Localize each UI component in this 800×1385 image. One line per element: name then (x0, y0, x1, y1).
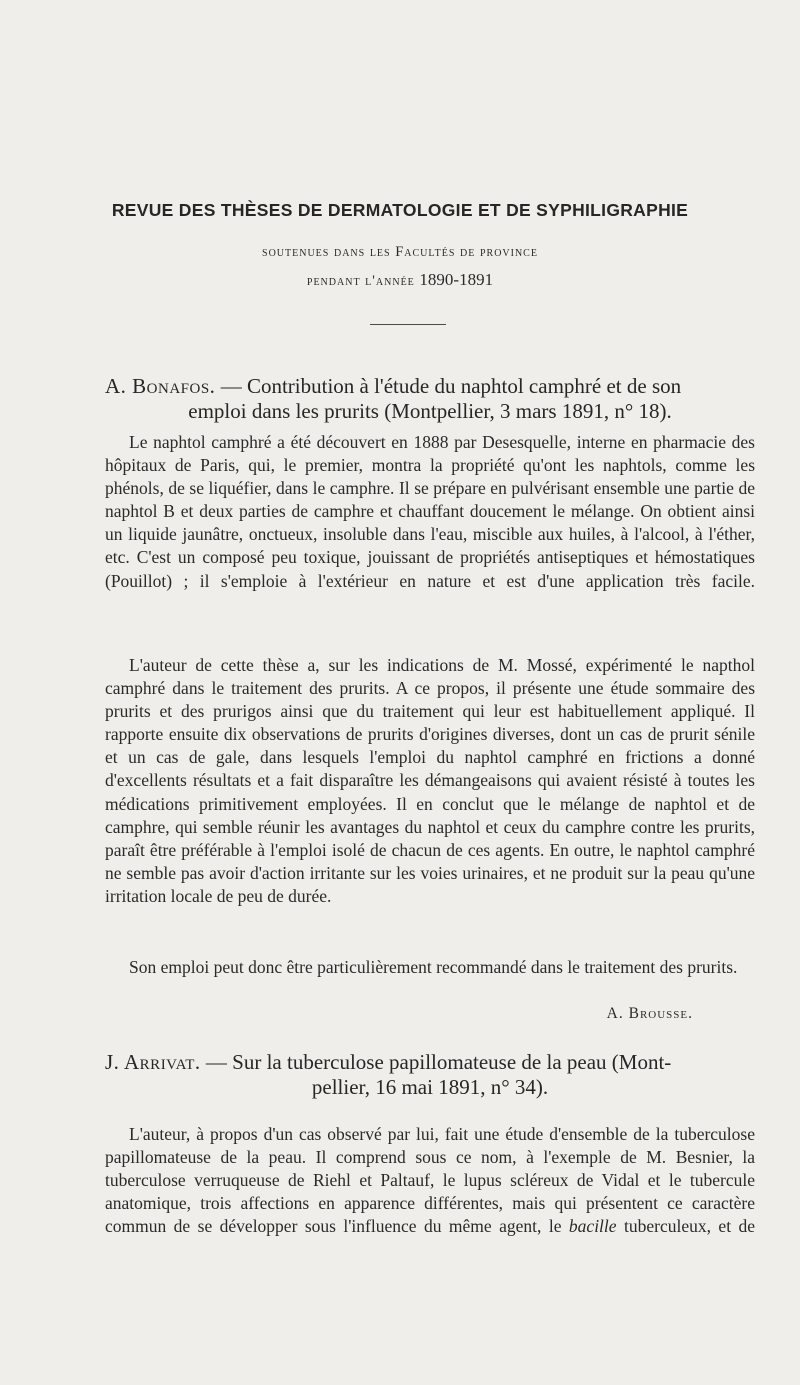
entry-1-paragraph-2 (105, 654, 755, 908)
page-title: REVUE DES THÈSES DE DERMATOLOGIE ET DE SYPHILIGRAPHIE (111, 200, 689, 220)
subtitle-year: 1890-1891 (419, 270, 494, 289)
entry-1-paragraph-2-text: L'auteur de cette thèse a, sur les indications de M. Mossé, expérimenté le napthol camphré dans le traitement des prurits. A ce propos, il présente une étude sommaire des prurits et des prurigos ainsi que du traitement qui leur est habituellement appliqué. Il rapporte ensuite dix observations de prurits d'origines diverses, dont un cas de prurit sénile et un cas de gale, dans lesquels l'emploi du naphtol camphré en frictions a donné d'excellents résultats et a fait disparaître les démangeaisons qui avaient résisté à toutes les médications primitivement employées. Il en conclut que le mélange de naphtol et de camphre, qui semble réunir les avantages du naphtol et ceux du camphre contre les prurits, paraît être préférable à l'emploi isolé de chacun de ces agents. En outre, le naphtol camphré ne semble pas avoir d'action irritante sur les voies urinaires, et ne produit sur la peau qu'une irritation locale de peu de durée. (105, 655, 755, 906)
entry-2-paragraph-1 (105, 1123, 755, 1238)
entry-2-paragraph-1-text: L'auteur, à propos d'un cas observé par lui, fait une étude d'ensemble de la tuberculose papillomateuse de la peau. Il comprend sous ce nom, à l'exemple de M. Besnier, la tuberculose verruqueuse de Riehl et Paltauf, le lupus scléreux de Vidal et le tubercule anatomique, trois affections en apparence différentes, mais qui présentent ce caractère commun de se développer sous l'influence du même agent, le (105, 1124, 755, 1237)
entry-2-title-line-1: — Sur la tuberculose papillomateuse de la peau (Mont- (205, 1050, 672, 1074)
entry-1-paragraph-3-text: Son emploi peut donc être particulièrement recommandé dans le traitement des prurits. (129, 957, 738, 977)
entry-2-paragraph-1-end: tuberculeux, et de (624, 1216, 756, 1237)
entry-1-paragraph-3 (105, 956, 755, 979)
entry-1-title-line-2: emploi dans les prurits (Montpellier, 3 mars 1891, n° 18). (188, 399, 672, 423)
entry-2-heading-line-1 (105, 1050, 755, 1075)
entry-2-italic-term: bacille (568, 1216, 617, 1237)
entry-1-author: A. Bonafos. (105, 374, 216, 398)
entry-1-paragraph-1-text: Le naphtol camphré a été découvert en 1888 par Desesquelle, interne en pharmacie des hôpitaux de Paris, qui, le premier, montra la propriété qu'ont les naphtols, comme les phénols, de se liquéfier, dans le camphre. Il se prépare en pulvérisant ensemble une partie de naphtol B et deux parties de camphre et chauffant doucement le mélange. On obtient ainsi un liquide jaunâtre, onctueux, insoluble dans l'eau, miscible aux huiles, à l'alcool, à l'éther, etc. C'est un composé peu toxique, jouissant de propriétés antiseptiques et hémostatiques (Pouillot) ; il s'emploie à l'extérieur en nature et est d'une application très facile. (105, 432, 755, 591)
subtitle-line-2 (0, 270, 800, 290)
entry-2-author: J. Arrivat. (105, 1050, 201, 1074)
section-divider (370, 324, 446, 325)
entry-2-heading (105, 1050, 755, 1100)
entry-1-signature: A. Brousse. (606, 1005, 693, 1022)
entry-2-title-line-2: pellier, 16 mai 1891, n° 34). (311, 1075, 549, 1099)
entry-1-title-line-1: — Contribution à l'étude du naphtol camphré et de son (220, 374, 682, 398)
subtitle-line-1: soutenues dans les Facultés de province (262, 244, 538, 260)
entry-1-heading (105, 374, 755, 424)
entry-1-paragraph-1 (105, 431, 755, 662)
subtitle-prefix: pendant l'année (306, 273, 415, 289)
entry-1-heading-line-1 (105, 374, 755, 399)
